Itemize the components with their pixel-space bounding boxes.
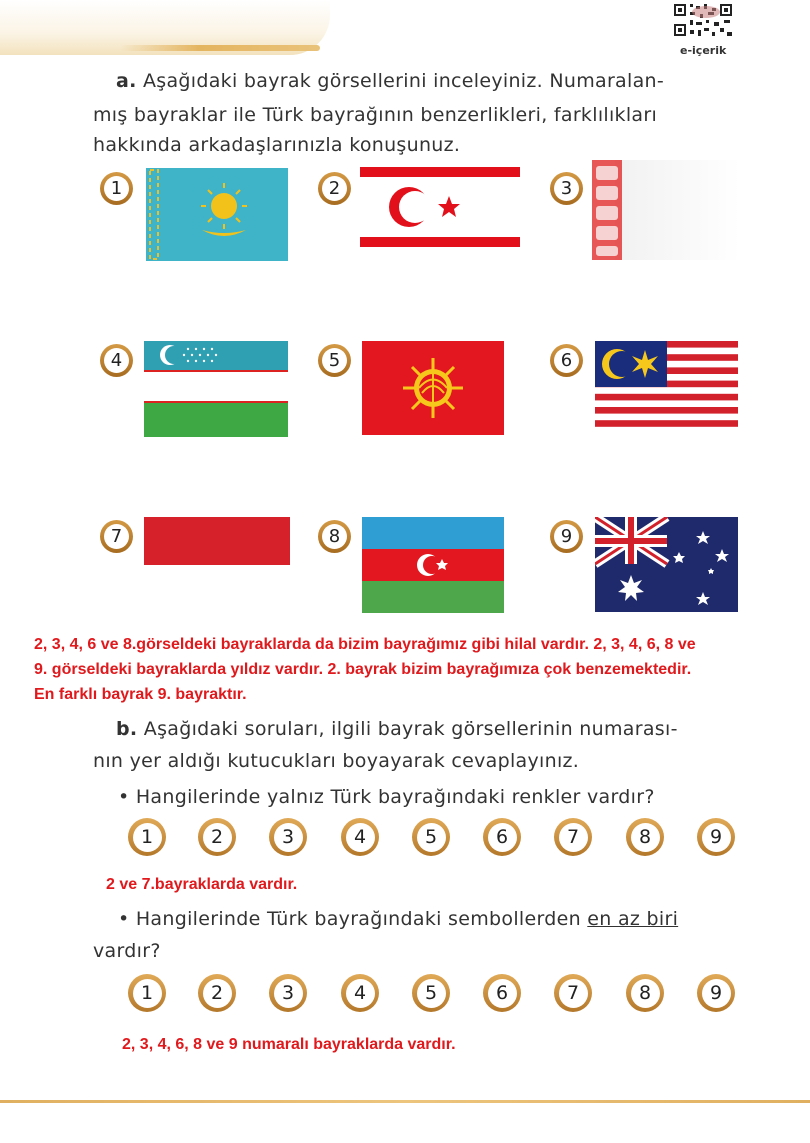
malaysia-flag bbox=[595, 341, 738, 433]
header-accent-bar bbox=[120, 45, 320, 51]
section-b-line-2: nın yer aldığı kutucukları boyayarak cevaplayınız. bbox=[93, 750, 580, 772]
question-1-option[interactable]: 7 bbox=[554, 818, 592, 856]
question-2-option[interactable]: 5 bbox=[412, 974, 450, 1012]
flag-number-badge: 4 bbox=[100, 344, 133, 377]
flag-number-badge: 3 bbox=[550, 172, 583, 205]
section-a-line-2: mış bayraklar ile Türk bayrağının benzerlikleri, farklılıkları bbox=[93, 104, 658, 126]
question-2-option[interactable]: 1 bbox=[128, 974, 166, 1012]
azerbaijan-flag bbox=[362, 517, 504, 613]
question-1: • Hangilerinde yalnız Türk bayrağındaki renkler vardır? bbox=[118, 786, 655, 808]
question-1-option[interactable]: 3 bbox=[269, 818, 307, 856]
section-a-line-3: hakkında arkadaşlarınızla konuşunuz. bbox=[93, 134, 461, 156]
question-2-option[interactable]: 7 bbox=[554, 974, 592, 1012]
question-2-option[interactable]: 9 bbox=[697, 974, 735, 1012]
section-b-text-1: Aşağıdaki soruları, ilgili bayrak görsellerinin numarası- bbox=[143, 718, 678, 740]
question-2-option[interactable]: 3 bbox=[269, 974, 307, 1012]
flag-number-badge: 6 bbox=[550, 344, 583, 377]
flag-number-badge: 7 bbox=[100, 520, 133, 553]
question-1-option[interactable]: 6 bbox=[483, 818, 521, 856]
section-a-letter: a. bbox=[116, 70, 137, 92]
australia-flag bbox=[595, 517, 738, 612]
answer-a-line-2: 9. görseldeki bayraklarda yıldız vardır. 2. bayrak bizim bayrağımıza çok benzemektedir. bbox=[34, 661, 692, 678]
question-1-option[interactable]: 8 bbox=[626, 818, 664, 856]
question-1-option[interactable]: 5 bbox=[412, 818, 450, 856]
kyrgyzstan-flag bbox=[362, 341, 504, 435]
question-2-option[interactable]: 2 bbox=[198, 974, 236, 1012]
question-1-answer: 2 ve 7.bayraklarda vardır. bbox=[106, 876, 298, 893]
kazakhstan-flag bbox=[146, 168, 288, 261]
section-a-line-1 bbox=[116, 68, 664, 94]
question-2-answer: 2, 3, 4, 6, 8 ve 9 numaralı bayraklarda vardır. bbox=[122, 1036, 456, 1053]
answer-a-line-3: En farklı bayrak 9. bayraktır. bbox=[34, 686, 247, 703]
question-1-option[interactable]: 9 bbox=[697, 818, 735, 856]
question-2-option[interactable]: 6 bbox=[483, 974, 521, 1012]
section-b-letter: b. bbox=[116, 718, 138, 740]
qr-code-icon[interactable] bbox=[672, 2, 734, 38]
section-a-text-1: Aşağıdaki bayrak görsellerini inceleyiniz. Numaralan- bbox=[142, 70, 665, 92]
question-2-text: • Hangilerinde Türk bayrağındaki sembollerden bbox=[118, 908, 588, 930]
question-1-option[interactable]: 4 bbox=[341, 818, 379, 856]
page-bottom-divider bbox=[0, 1100, 810, 1103]
question-2-line-1 bbox=[118, 906, 678, 932]
e-content-label: e-içerik bbox=[680, 44, 727, 57]
northern-cyprus-flag bbox=[360, 163, 520, 251]
flag-number-badge: 2 bbox=[318, 172, 351, 205]
indonesia-flag bbox=[144, 517, 290, 613]
flag-number-badge: 1 bbox=[100, 172, 133, 205]
flag-3 bbox=[590, 160, 740, 264]
flag-number-badge: 8 bbox=[318, 520, 351, 553]
flag-number-badge: 9 bbox=[550, 520, 583, 553]
question-2-line-2: vardır? bbox=[93, 940, 161, 962]
flag-number-badge: 5 bbox=[318, 344, 351, 377]
question-1-option[interactable]: 1 bbox=[128, 818, 166, 856]
question-2-underlined: en az biri bbox=[587, 908, 679, 930]
question-2-option[interactable]: 8 bbox=[626, 974, 664, 1012]
answer-a-line-1: 2, 3, 4, 6 ve 8.görseldeki bayraklarda da bizim bayrağımız gibi hilal vardır. 2, 3, 4, 6, 8 ve bbox=[34, 636, 696, 653]
uzbekistan-flag bbox=[144, 341, 288, 437]
section-b-line-1 bbox=[116, 716, 678, 742]
question-2-option[interactable]: 4 bbox=[341, 974, 379, 1012]
question-1-option[interactable]: 2 bbox=[198, 818, 236, 856]
